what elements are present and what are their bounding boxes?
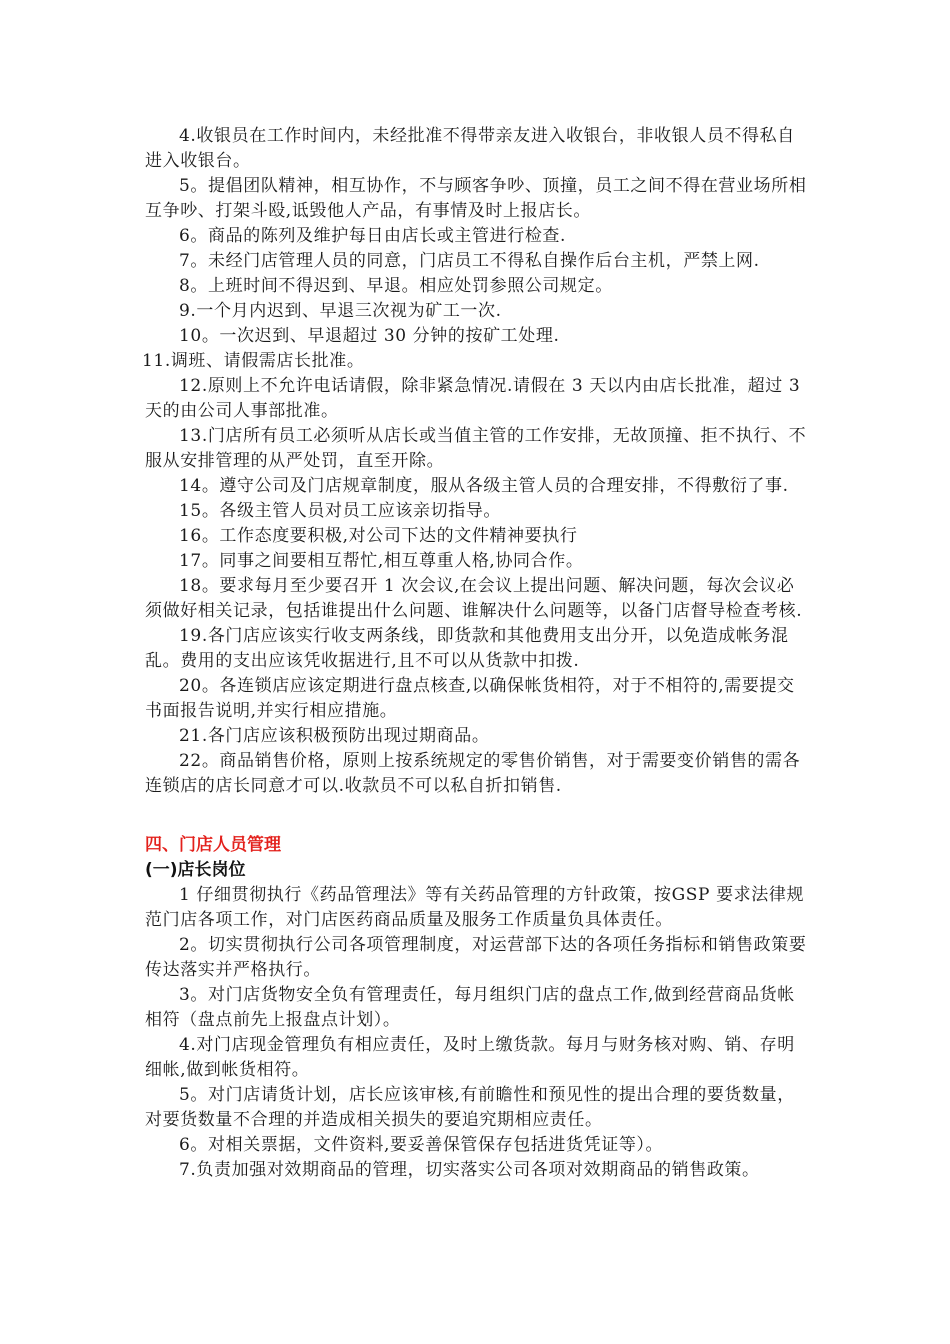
rule-item: 6。商品的陈列及维护每日由店长或主管进行检查. xyxy=(179,226,567,246)
duty-item: 7.负责加强对效期商品的管理，切实落实公司各项对效期商品的销售政策。 xyxy=(179,1160,760,1180)
rule-item: 7。未经门店管理人员的同意，门店员工不得私自操作后台主机，严禁上网. xyxy=(179,251,760,271)
duty-item: 6。对相关票据，文件资料,要妥善保管保存包括进货凭证等）。 xyxy=(179,1135,664,1155)
rule-item: 14。遵守公司及门店规章制度，服从各级主管人员的合理安排，不得敷衍了事. xyxy=(179,476,789,496)
rule-item: 19.各门店应该实行收支两条线，即货款和其他费用支出分开，以免造成帐务混乱。费用的支出应该凭收据进行,且不可以从货款中扣拨. xyxy=(145,626,789,671)
rule-item: 11.调班、请假需店长批准。 xyxy=(142,351,365,371)
duty-item: 3。对门店货物安全负有管理责任，每月组织门店的盘点工作,做到经营商品货帐相符（盘点前先上报盘点计划）。 xyxy=(145,985,795,1030)
rule-item: 4.收银员在工作时间内，未经批准不得带亲友进入收银台，非收银人员不得私自进入收银台。 xyxy=(145,126,795,171)
rule-item: 21.各门店应该积极预防出现过期商品。 xyxy=(179,726,490,746)
rule-item: 9.一个月内迟到、早退三次视为矿工一次. xyxy=(179,301,502,321)
subsection-title: (一)店长岗位 xyxy=(145,860,246,880)
rule-item: 5。提倡团队精神，相互协作，不与顾客争吵、顶撞，员工之间不得在营业场所相互争吵、打架斗殴,诋毁他人产品，有事情及时上报店长。 xyxy=(145,176,807,221)
duty-item: 5。对门店请货计划，店长应该审核,有前瞻性和预见性的提出合理的要货数量，对要货数量不合理的并造成相关损失的要追究期相应责任。 xyxy=(145,1085,795,1130)
rule-item: 13.门店所有员工必须听从店长或当值主管的工作安排，无故顶撞、拒不执行、不服从安排管理的从严处罚，直至开除。 xyxy=(145,426,807,471)
duty-item: 2。切实贯彻执行公司各项管理制度，对运营部下达的各项任务指标和销售政策要传达落实并严格执行。 xyxy=(145,935,807,980)
rule-item: 12.原则上不允许电话请假，除非紧急情况.请假在 3 天以内由店长批准，超过 3 天的由公司人事部批准。 xyxy=(145,376,801,421)
section-spacer xyxy=(145,799,810,825)
document-body xyxy=(142,124,810,1183)
rule-item: 17。同事之间要相互帮忙,相互尊重人格,协同合作。 xyxy=(179,551,584,571)
rule-item: 15。各级主管人员对员工应该亲切指导。 xyxy=(179,501,502,521)
rule-item: 20。各连锁店应该定期进行盘点核查,以确保帐货相符，对于不相符的,需要提交书面报告说明,并实行相应措施。 xyxy=(145,676,795,721)
duty-item: 4.对门店现金管理负有相应责任，及时上缴货款。每月与财务核对购、销、存明细帐,做到帐货相符。 xyxy=(145,1035,795,1080)
rule-item: 8。上班时间不得迟到、早退。相应处罚参照公司规定。 xyxy=(179,276,613,296)
rule-item: 16。工作态度要积极,对公司下达的文件精神要执行 xyxy=(179,526,578,546)
section-title: 四、门店人员管理 xyxy=(145,835,281,855)
duty-item: 1 仔细贯彻执行《药品管理法》等有关药品管理的方针政策，按GSP 要求法律规范门店各项工作，对门店医药商品质量及服务工作质量负具体责任。 xyxy=(145,885,805,930)
rule-item: 10。一次迟到、早退超过 30 分钟的按矿工处理. xyxy=(179,326,560,346)
rule-item: 18。要求每月至少要召开 1 次会议,在会议上提出问题、解决问题，每次会议必须做好相关记录，包括谁提出什么问题、谁解决什么问题等，以备门店督导检查考核. xyxy=(145,576,803,621)
rule-item: 22。商品销售价格，原则上按系统规定的零售价销售，对于需要变价销售的需各连锁店的店长同意才可以.收款员不可以私自折扣销售. xyxy=(145,751,801,796)
